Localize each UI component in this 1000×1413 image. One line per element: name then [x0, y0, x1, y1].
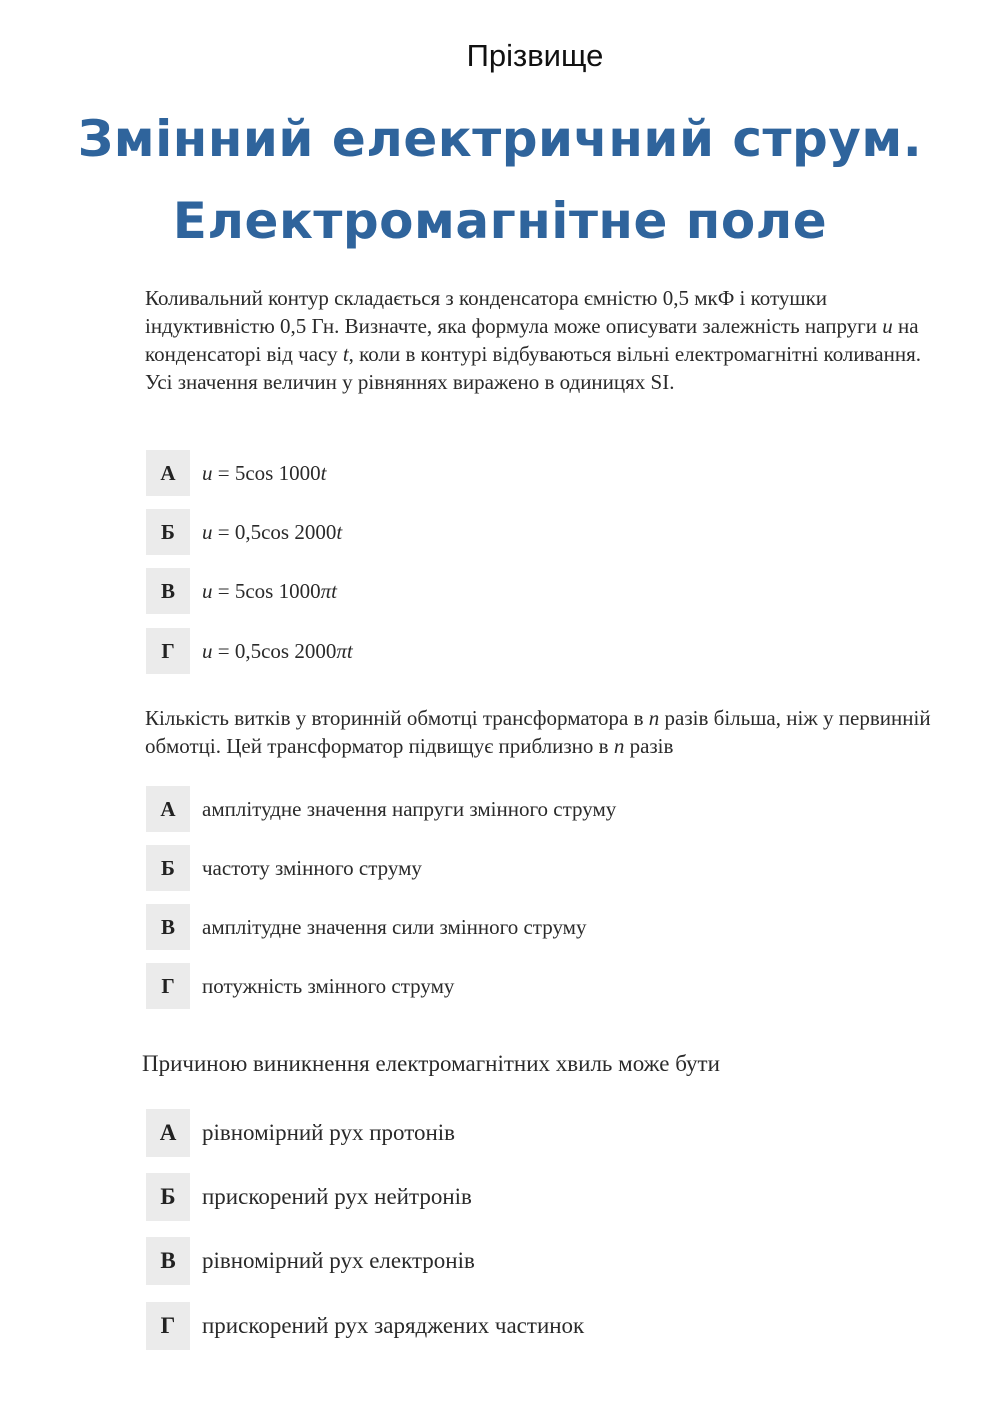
question-2-text: [145, 704, 935, 760]
option-text: частоту змінного струму: [202, 855, 422, 880]
option-formula: u = 0,5cos 2000πt: [202, 638, 353, 663]
question-1-option-b[interactable]: [146, 509, 342, 555]
option-letter: Б: [146, 509, 190, 555]
option-text: амплітудне значення сили змінного струму: [202, 914, 587, 939]
variable-n: n: [648, 706, 660, 730]
question-3-option-c[interactable]: [146, 1238, 475, 1284]
surname-label: Прізвище: [466, 38, 604, 73]
question-text-part: на конденсаторі від часу: [145, 314, 919, 366]
variable-t: t: [342, 342, 349, 366]
question-2-option-b[interactable]: [146, 845, 422, 891]
question-3-text: Причиною виникнення електромагнітних хвиль може бути: [142, 1051, 720, 1076]
option-text: прискорений рух нейтронів: [202, 1184, 472, 1209]
variable-n: n: [613, 734, 625, 758]
question-1-option-d[interactable]: [146, 628, 353, 674]
question-3-option-d[interactable]: [146, 1303, 584, 1349]
variable-u: u: [882, 314, 893, 338]
question-1-text: [145, 284, 935, 396]
option-text: рівномірний рух протонів: [202, 1120, 455, 1145]
question-1-option-c[interactable]: [146, 568, 337, 614]
question-1-option-a[interactable]: [146, 450, 326, 496]
option-text: прискорений рух заряджених частинок: [202, 1313, 585, 1338]
option-letter: Г: [146, 628, 190, 674]
question-text-part: Коливальний контур складається з конденсатора ємністю 0,5 мкФ і котушки індуктивністю 0,5 Гн. Визначте, яка формула може описувати залежність напруги: [145, 286, 883, 338]
option-letter: В: [146, 1237, 190, 1285]
option-text: потужність змінного струму: [202, 973, 455, 998]
option-letter: А: [146, 786, 190, 832]
option-letter: Г: [146, 1302, 190, 1350]
question-text-part: разів більша, ніж у первинній обмотці. Цей трансформатор підвищує приблизно в: [145, 706, 931, 758]
question-2-option-a[interactable]: [146, 786, 616, 832]
option-letter: А: [146, 450, 190, 496]
page-title-line1: Змінний електричний струм.: [77, 110, 923, 168]
question-3-option-a[interactable]: [146, 1110, 455, 1156]
question-3-option-b[interactable]: [146, 1174, 472, 1220]
option-letter: Б: [146, 1173, 190, 1221]
option-text: амплітудне значення напруги змінного струму: [202, 796, 617, 821]
option-formula: u = 5cos 1000πt: [202, 578, 337, 603]
option-letter: В: [146, 568, 190, 614]
question-2-option-c[interactable]: [146, 904, 586, 950]
page-title-line2: Електромагнітне поле: [172, 192, 828, 250]
question-2-option-d[interactable]: [146, 963, 454, 1009]
option-formula: u = 5cos 1000t: [202, 460, 327, 485]
option-letter: Г: [146, 963, 190, 1009]
option-letter: А: [146, 1109, 190, 1157]
option-text: рівномірний рух електронів: [202, 1248, 475, 1273]
question-text-part: Кількість витків у вторинній обмотці трансформатора в: [145, 706, 649, 730]
question-text-part: разів: [624, 734, 674, 758]
option-letter: Б: [146, 845, 190, 891]
option-letter: В: [146, 904, 190, 950]
question-text-part: , коли в контурі відбуваються вільні електромагнітні коливання. Усі значення величин у рівняннях виражено в одиницях SI.: [145, 342, 921, 394]
option-formula: u = 0,5cos 2000t: [202, 519, 343, 544]
